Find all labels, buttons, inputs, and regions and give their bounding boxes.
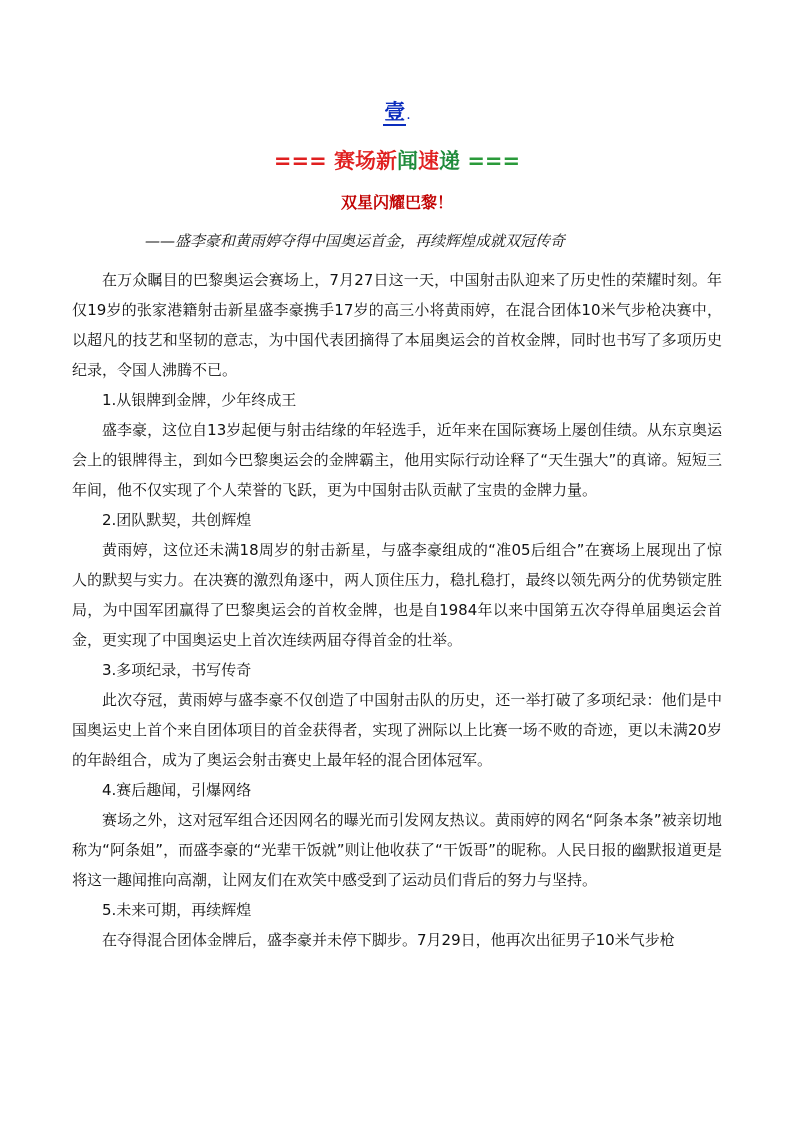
section-heading: 1.从银牌到金牌，少年终成王 [102,391,297,409]
headline: 双星闪耀巴黎！ [340,193,453,212]
section-paragraph: 黄雨婷，这位还未满18周岁的射击新星，与盛李豪组成的“准05后组合”在赛场上展现出了惊人的默契与实力。在决赛的激烈角逐中，两人顶住压力，稳扎稳打，最终以领先两分的优势锁定胜局，为中国军团赢得了巴黎奥运会的首枚金牌，也是自1984年以来中国第五次夺得单届奥运会首金，更实现了中国奥运史上首次连续两届夺得首金的壮举。 [72,541,722,649]
section-paragraph: 赛场之外，这对冠军组合还因网名的曝光而引发网友热议。黄雨婷的网名“阿条本条”被亲切地称为“阿条姐”，而盛李豪的“光辈干饭就”则让他收获了“干饭哥”的昵称。人民日报的幽默报道更是将这一趣闻推向高潮，让网友们在欢笑中感受到了运动员们背后的努力与坚持。 [72,811,722,889]
section-number-text: 壹 [384,99,406,124]
section-number [0,96,794,126]
section-number-suffix: . [406,107,411,123]
section-paragraph: 盛李豪，这位自13岁起便与射击结缘的年轻选手，近年来在国际赛场上屡创佳绩。从东京奥运会上的银牌得主，到如今巴黎奥运会的金牌霸主，他用实际行动诠释了“天生强大”的真谛。短短三年间，他不仅实现了个人荣誉的飞跃，更为中国射击队贡献了宝贵的金牌力量。 [72,421,722,499]
section-paragraph: 在夺得混合团体金牌后，盛李豪并未停下脚步。7月29日，他再次出征男子10米气步枪 [102,931,675,949]
banner-char: 新 [376,149,397,173]
section-heading: 3.多项纪录，书写传奇 [102,661,252,679]
section-heading: 5.未来可期，再续辉煌 [102,901,252,919]
article-body [72,265,722,955]
section-heading: 2.团队默契，共创辉煌 [102,511,252,529]
banner-char: 递 [439,149,460,173]
section-heading: 4.赛后趣闻，引爆网络 [102,781,252,799]
section-paragraph: 此次夺冠，黄雨婷与盛李豪不仅创造了中国射击队的历史，还一举打破了多项纪录：他们是中国奥运史上首个来自团体项目的首金获得者，实现了洲际以上比赛一场不败的奇迹，更以未满20岁的年龄组合，成为了奥运会射击赛史上最年轻的混合团体冠军。 [72,691,722,769]
banner-char: 场 [355,149,376,173]
intro-paragraph: 在万众瞩目的巴黎奥运会赛场上，7月27日这一天，中国射击队迎来了历史性的荣耀时刻。年仅19岁的张家港籍射击新星盛李豪携手17岁的高三小将黄雨婷，在混合团体10米气步枪决赛中，以超凡的技艺和坚韧的意志，为中国代表团摘得了本届奥运会的首枚金牌，同时也书写了多项历史纪录，令国人沸腾不已。 [72,271,722,379]
banner-char: 闻 [397,149,418,173]
banner-char: 赛 [334,149,355,173]
subheadline: ——盛李豪和黄雨婷夺得中国奥运首金，再续辉煌成就双冠传奇 [145,232,566,250]
banner-deco-right: === [467,149,521,173]
news-banner [0,145,794,175]
banner-char: 速 [418,149,439,173]
banner-deco-left: === [273,149,327,173]
